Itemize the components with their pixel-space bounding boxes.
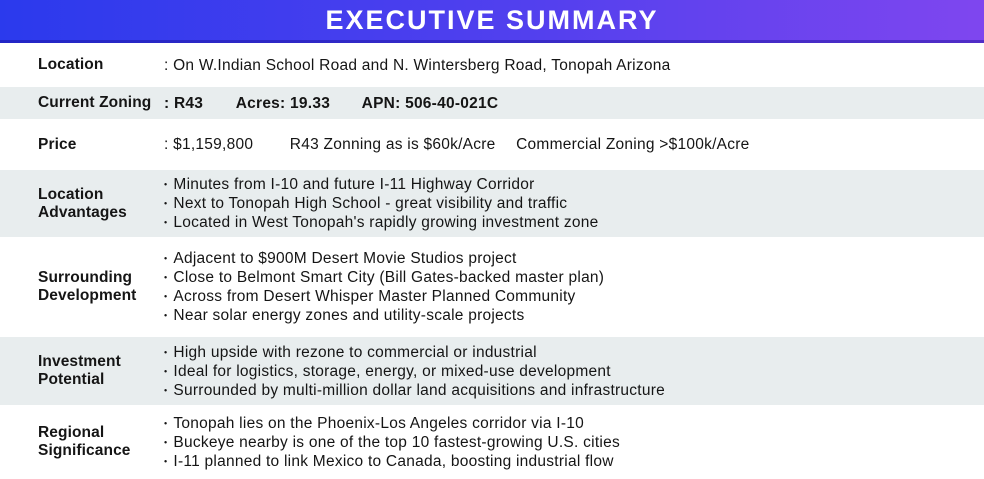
apn-value: APN: 506-40-021C (361, 94, 499, 112)
list-item (164, 414, 954, 433)
list-item (164, 249, 954, 268)
row-value (164, 94, 954, 113)
price-value: : $1,159,800 (164, 136, 254, 153)
list-item (164, 268, 954, 287)
row-price (0, 119, 984, 170)
bullet-text: I-11 planned to link Mexico to Canada, boosting industrial flow (173, 452, 614, 470)
row-label: Regional Significance (38, 424, 131, 459)
bullet-icon: • (164, 418, 168, 428)
list-item (164, 306, 954, 325)
bullet-list (164, 249, 954, 325)
bullet-icon: • (164, 347, 168, 357)
row-location-advantages (0, 170, 984, 237)
row-regional-significance (0, 405, 984, 479)
row-label: Location (38, 56, 104, 73)
commercial-rate-value: Commercial Zoning >$100k/Acre (516, 136, 750, 153)
list-item (164, 343, 954, 362)
bullet-text: Ideal for logistics, storage, energy, or mixed-use development (173, 362, 611, 380)
bullet-list (164, 414, 954, 471)
bullet-text: Close to Belmont Smart City (Bill Gates-backed master plan) (173, 269, 605, 286)
row-surrounding-development (0, 237, 984, 337)
row-value: : On W.Indian School Road and N. Wintersberg Road, Tonopah Arizona (164, 56, 671, 74)
row-location (0, 43, 984, 87)
bullet-icon: • (164, 437, 168, 447)
list-item (164, 381, 954, 400)
bullet-list (164, 175, 954, 232)
bullet-text: High upside with rezone to commercial or industrial (173, 343, 537, 361)
bullet-icon: • (164, 366, 168, 376)
bullet-text: Across from Desert Whisper Master Planned Community (173, 288, 576, 305)
bullet-icon: • (164, 179, 168, 190)
bullet-icon: • (164, 310, 168, 321)
bullet-text: Buckeye nearby is one of the top 10 fastest-growing U.S. cities (173, 433, 620, 451)
bullet-icon: • (164, 272, 168, 283)
bullet-icon: • (164, 456, 168, 466)
bullet-icon: • (164, 291, 168, 302)
row-value (164, 135, 954, 154)
bullet-icon: • (164, 217, 168, 228)
row-label: Investment Potential (38, 353, 121, 388)
acres-value: Acres: 19.33 (235, 94, 331, 112)
bullet-icon: • (164, 253, 168, 264)
list-item (164, 287, 954, 306)
bullet-icon: • (164, 385, 168, 395)
r43-rate-value: R43 Zonning as is $60k/Acre (289, 136, 496, 153)
row-label: Surrounding Development (38, 269, 137, 304)
bullet-text: Located in West Tonopah's rapidly growing investment zone (173, 214, 599, 231)
bullet-text: Surrounded by multi-million dollar land acquisitions and infrastructure (173, 381, 666, 399)
list-item (164, 194, 954, 213)
page-title: EXECUTIVE SUMMARY (325, 4, 659, 35)
row-current-zoning (0, 87, 984, 119)
row-label: Price (38, 135, 77, 153)
bullet-icon: • (164, 198, 168, 209)
header-banner (0, 0, 984, 43)
zoning-value: : R43 (164, 94, 204, 112)
list-item (164, 175, 954, 194)
row-label: Current Zoning (38, 94, 152, 111)
bullet-text: Tonopah lies on the Phoenix-Los Angeles corridor via I-10 (173, 414, 585, 432)
row-label: Location Advantages (38, 185, 127, 221)
bullet-list (164, 343, 954, 400)
bullet-text: Near solar energy zones and utility-scale projects (173, 307, 525, 324)
list-item (164, 362, 954, 381)
bullet-text: Minutes from I-10 and future I-11 Highway Corridor (173, 176, 535, 193)
row-investment-potential (0, 337, 984, 405)
list-item (164, 433, 954, 452)
list-item (164, 452, 954, 471)
bullet-text: Next to Tonopah High School - great visibility and traffic (173, 195, 568, 212)
list-item (164, 213, 954, 232)
bullet-text: Adjacent to $900M Desert Movie Studios project (173, 250, 517, 267)
summary-table (0, 43, 984, 479)
